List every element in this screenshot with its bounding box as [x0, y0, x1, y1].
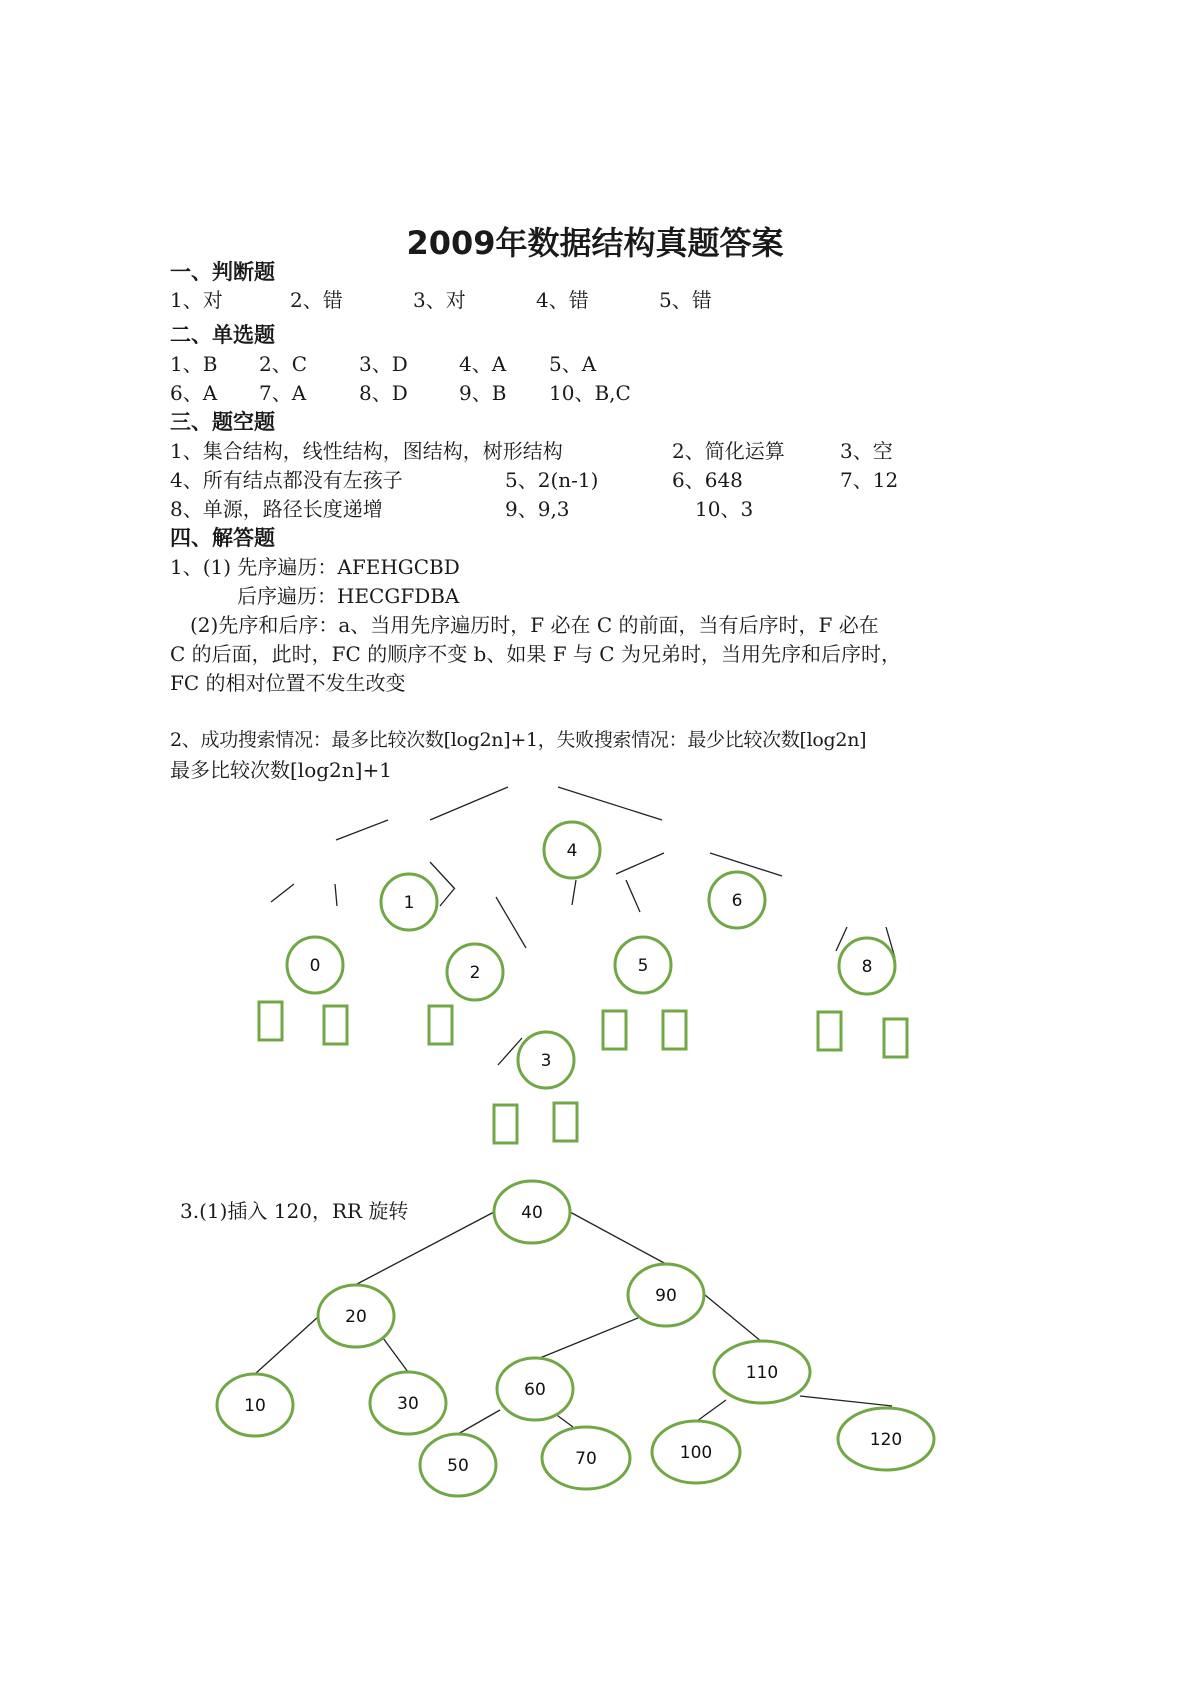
tree2-edge — [383, 1338, 408, 1372]
tree2-edge — [535, 1318, 638, 1360]
q1-paragraph-line: (2)先序和后序：a、当用先序遍历时，F 必在 C 的前面，当有后序时，F 必在 — [190, 613, 879, 637]
answer-item: 10、3 — [695, 497, 754, 521]
tree1-label: 4 — [566, 841, 578, 861]
tree1-leaf-box — [494, 1105, 517, 1143]
answer-item: 3、对 — [413, 288, 466, 312]
answer-item: 5、2(n-1) — [505, 468, 599, 492]
tree2-label: 10 — [244, 1396, 266, 1416]
tree1-leaf-box — [259, 1002, 282, 1040]
tree1-edge — [572, 880, 576, 905]
answer-item: 3、D — [359, 352, 408, 376]
tree1-label: 1 — [403, 893, 415, 913]
tree2-label: 50 — [447, 1456, 469, 1476]
tree1-edge — [440, 889, 454, 906]
tree1-edge — [335, 884, 337, 906]
tree2-label: 110 — [745, 1363, 779, 1383]
tree1-edge — [271, 884, 294, 902]
q1-postorder: 后序遍历：HECGFDBA — [237, 584, 460, 608]
answer-item: 5、A — [549, 352, 597, 376]
answer-item: 8、单源，路径长度递增 — [170, 497, 383, 521]
answer-item: 6、A — [170, 381, 218, 405]
tree1-leaf-box — [663, 1011, 686, 1049]
tree1-edge — [430, 862, 455, 889]
q2-text-line: 2、成功搜索情况：最多比较次数[log2n]+1，失败搜索情况：最少比较次数[log2n] — [170, 729, 867, 751]
section-heading-single-choice: 二、单选题 — [170, 323, 275, 347]
tree2-edge — [705, 1295, 762, 1342]
answer-item: 4、A — [459, 352, 507, 376]
section-heading-judgement: 一、判断题 — [170, 260, 275, 284]
page-title: 2009年数据结构真题答案 — [406, 224, 784, 262]
answer-item: 7、A — [259, 381, 307, 405]
answer-item: 9、9,3 — [505, 497, 570, 521]
tree1-labels — [310, 841, 873, 1071]
tree1-edge — [626, 880, 640, 912]
tree2-label: 30 — [397, 1394, 419, 1414]
tree2-label: 40 — [521, 1203, 543, 1223]
tree1-label: 3 — [540, 1051, 552, 1071]
answer-item: 7、12 — [840, 468, 899, 492]
tree1-label: 8 — [861, 957, 873, 977]
tree2-label: 70 — [575, 1449, 597, 1469]
tree1-leaf-box — [884, 1019, 907, 1057]
tree1-nodes — [287, 822, 895, 1088]
tree1-leaf-boxes — [259, 1002, 907, 1143]
tree2-label: 60 — [524, 1380, 546, 1400]
tree1-leaf-box — [324, 1006, 347, 1044]
answer-item: 6、648 — [672, 468, 743, 492]
tree1-label: 5 — [637, 956, 649, 976]
q1-paragraph-line: FC 的相对位置不发生改变 — [170, 671, 406, 695]
answer-item: 9、B — [459, 381, 507, 405]
answer-item: 4、所有结点都没有左孩子 — [170, 468, 403, 492]
tree2-label: 90 — [655, 1286, 677, 1306]
tree1-edge — [336, 820, 388, 840]
tree2-edge — [800, 1396, 892, 1406]
q3-heading: 3.(1)插入 120，RR 旋转 — [180, 1199, 409, 1223]
tree1-edge — [496, 897, 526, 948]
section-heading-short-answer: 四、解答题 — [170, 526, 275, 550]
answer-item: 4、错 — [536, 288, 589, 312]
q1-preorder: 1、(1) 先序遍历：AFEHGCBD — [170, 555, 460, 579]
tree1-label: 6 — [731, 891, 743, 911]
answer-item: 1、对 — [170, 288, 223, 312]
q1-paragraph-line: C 的后面，此时，FC 的顺序不变 b、如果 F 与 C 为兄弟时，当用先序和后序时， — [170, 642, 901, 666]
tree2-edge — [570, 1212, 666, 1264]
tree1-leaf-box — [429, 1006, 452, 1044]
answer-item: 2、简化运算 — [672, 439, 785, 463]
tree1-label: 2 — [469, 963, 481, 983]
answer-item: 3、空 — [840, 439, 893, 463]
answer-item: 8、D — [359, 381, 408, 405]
answer-item: 2、错 — [290, 288, 343, 312]
tree2-label: 20 — [345, 1307, 367, 1327]
answer-item: 2、C — [259, 352, 308, 376]
answer-item: 1、B — [170, 352, 218, 376]
tree1-edge — [430, 787, 508, 820]
answer-item: 10、B,C — [549, 381, 631, 405]
tree1-leaf-box — [603, 1011, 626, 1049]
tree2-label: 120 — [869, 1430, 903, 1450]
tree1-leaf-box — [818, 1012, 841, 1050]
tree2-label: 100 — [679, 1443, 713, 1463]
section-heading-fill-blank: 三、题空题 — [170, 410, 275, 434]
tree2-edge — [458, 1410, 500, 1434]
tree2-edge — [697, 1400, 726, 1421]
tree1-leaf-box — [554, 1103, 577, 1141]
tree2-edge — [255, 1316, 319, 1374]
answer-item: 1、集合结构，线性结构，图结构，树形结构 — [170, 439, 563, 463]
tree1-edge — [558, 787, 662, 820]
tree1-edge — [616, 853, 664, 874]
tree1-label: 0 — [309, 956, 321, 976]
answer-item: 5、错 — [659, 288, 712, 312]
q2-text-line: 最多比较次数[log2n]+1 — [170, 758, 392, 782]
